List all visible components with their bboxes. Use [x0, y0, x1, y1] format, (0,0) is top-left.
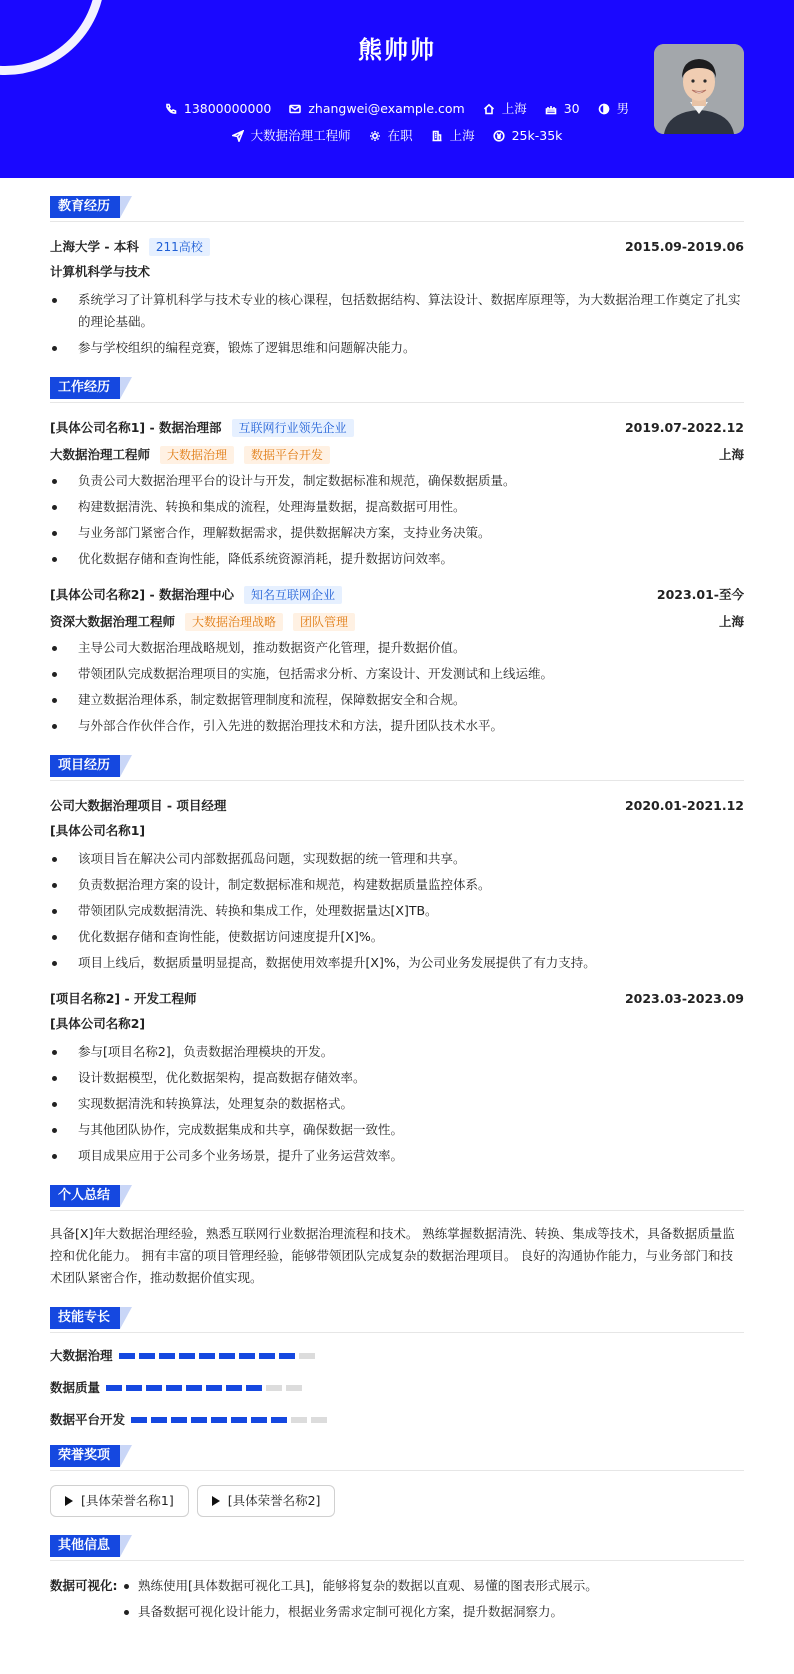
avatar-portrait-icon — [654, 44, 744, 134]
role-tag: 大数据治理 — [160, 446, 234, 464]
play-triangle-icon — [65, 1496, 73, 1506]
work-date: 2023.01-至今 — [656, 586, 744, 602]
summary-text: 具备[X]年大数据治理经验，熟悉互联网行业数据治理流程和技术。 熟练掌握数据清洗、转换、集成等技术，具备数据质量监控和优化能力。 拥有丰富的项目管理经验，能够带领团队完成复杂的数据治理项目。 良好的沟通协作能力，与业务部门和技术团队紧密合作，推动数据价值实现。 — [50, 1226, 735, 1285]
company-name: [具体公司名称2] - 数据治理中心 — [50, 586, 235, 602]
skill-segment-filled — [106, 1385, 122, 1391]
project-name: 公司大数据治理项目 - 项目经理 — [50, 797, 227, 813]
home-icon — [483, 103, 495, 115]
job-role: 资深大数据治理工程师 — [50, 613, 176, 629]
section-title: 教育经历 — [50, 196, 120, 218]
role-tag: 大数据治理战略 — [185, 613, 283, 631]
section-title: 荣誉奖项 — [50, 1445, 120, 1467]
education-date: 2015.09-2019.06 — [624, 238, 744, 254]
list-item: 优化数据存储和查询性能，使数据访问速度提升[X]%。 — [50, 926, 744, 948]
skill-segment-empty — [266, 1385, 282, 1391]
role-tag: 团队管理 — [293, 613, 355, 631]
section-title: 项目经历 — [50, 755, 120, 777]
gear-icon — [369, 130, 381, 142]
list-item: 设计数据模型，优化数据架构，提高数据存储效率。 — [50, 1067, 744, 1089]
section-header — [50, 1185, 744, 1211]
skill-segment-filled — [259, 1353, 275, 1359]
work-item — [50, 417, 744, 570]
skill-segment-filled — [126, 1385, 142, 1391]
email-info: zhangwei@example.com — [289, 100, 464, 119]
status-info: 在职 — [369, 127, 413, 146]
list-item: 具备数据可视化设计能力，根据业务需求定制可视化方案，提升数据洞察力。 — [122, 1601, 598, 1623]
awards-list — [50, 1485, 744, 1517]
project-date: 2023.03-2023.09 — [624, 990, 744, 1006]
work-bullets — [50, 637, 744, 737]
skill-segment-filled — [251, 1417, 267, 1423]
skill-segment-filled — [159, 1353, 175, 1359]
cake-icon — [545, 103, 557, 115]
list-item: 项目成果应用于公司多个业务场景，提升了业务运营效率。 — [50, 1145, 744, 1167]
award-badge[interactable] — [50, 1485, 189, 1517]
list-item: 该项目旨在解决公司内部数据孤岛问题，实现数据的统一管理和共享。 — [50, 848, 744, 870]
major: 计算机科学与技术 — [50, 264, 151, 279]
skill-level-bar — [131, 1417, 331, 1423]
candidate-name: 熊帅帅 — [358, 36, 436, 64]
awards-section — [50, 1445, 744, 1517]
company-tag: 知名互联网企业 — [244, 586, 342, 604]
skills-section — [50, 1307, 744, 1441]
list-item: 负责数据治理方案的设计，制定数据标准和规范，构建数据质量监控体系。 — [50, 874, 744, 896]
list-item: 主导公司大数据治理战略规划，推动数据资产化管理，提升数据价值。 — [50, 637, 744, 659]
list-item: 带领团队完成数据治理项目的实施，包括需求分析、方案设计、开发测试和上线运维。 — [50, 663, 744, 685]
project-name: [项目名称2] - 开发工程师 — [50, 990, 197, 1006]
skill-item — [50, 1409, 400, 1431]
role-tag: 数据平台开发 — [244, 446, 330, 464]
education-bullets — [50, 289, 744, 359]
salary-info: 25k-35k — [493, 127, 563, 146]
skill-segment-filled — [246, 1385, 262, 1391]
project-item — [50, 988, 744, 1167]
summary-section — [50, 1185, 744, 1289]
work-date: 2019.07-2022.12 — [624, 419, 744, 435]
other-label: 数据可视化: — [50, 1578, 118, 1593]
skill-name: 数据质量 — [50, 1379, 101, 1395]
section-title: 其他信息 — [50, 1535, 120, 1557]
skill-segment-filled — [179, 1353, 195, 1359]
skill-segment-filled — [219, 1353, 235, 1359]
job-role: 大数据治理工程师 — [50, 446, 151, 462]
list-item: 优化数据存储和查询性能，降低系统资源消耗，提升数据访问效率。 — [50, 548, 744, 570]
section-header — [50, 1535, 744, 1561]
section-header — [50, 755, 744, 781]
project-section — [50, 755, 744, 1167]
skills-list — [50, 1345, 744, 1441]
work-city: 上海 — [718, 446, 744, 462]
section-header — [50, 1307, 744, 1333]
skill-segment-filled — [239, 1353, 255, 1359]
list-item: 与外部合作伙伴合作，引入先进的数据治理技术和方法，提升团队技术水平。 — [50, 715, 744, 737]
skill-segment-filled — [191, 1417, 207, 1423]
skill-segment-filled — [211, 1417, 227, 1423]
list-item: 与其他团队协作，完成数据集成和共享，确保数据一致性。 — [50, 1119, 744, 1141]
list-item: 项目上线后，数据质量明显提高，数据使用效率提升[X]%，为公司业务发展提供了有力支持。 — [50, 952, 744, 974]
city-info: 上海 — [431, 127, 475, 146]
phone-info: 13800000000 — [165, 100, 271, 119]
project-company: [具体公司名称2] — [50, 1016, 146, 1031]
resume-content — [0, 196, 794, 1627]
mail-icon — [289, 103, 301, 115]
skill-segment-filled — [199, 1353, 215, 1359]
work-bullets — [50, 470, 744, 570]
skill-segment-filled — [186, 1385, 202, 1391]
other-info — [50, 1571, 744, 1627]
list-item: 熟练使用[具体数据可视化工具]，能够将复杂的数据以直观、易懂的图表形式展示。 — [122, 1575, 598, 1597]
education-item — [50, 236, 744, 359]
send-icon — [232, 130, 244, 142]
list-item: 负责公司大数据治理平台的设计与开发，制定数据标准和规范，确保数据质量。 — [50, 470, 744, 492]
skill-segment-filled — [231, 1417, 247, 1423]
skill-segment-filled — [166, 1385, 182, 1391]
list-item: 与业务部门紧密合作，理解数据需求，提供数据解决方案，支持业务决策。 — [50, 522, 744, 544]
list-item: 实现数据清洗和转换算法，处理复杂的数据格式。 — [50, 1093, 744, 1115]
skill-segment-empty — [299, 1353, 315, 1359]
skill-level-bar — [106, 1385, 306, 1391]
award-badge[interactable] — [197, 1485, 336, 1517]
project-item — [50, 795, 744, 974]
location-info: 上海 — [483, 100, 527, 119]
job-info: 大数据治理工程师 — [232, 127, 351, 146]
skill-name: 大数据治理 — [50, 1347, 113, 1363]
work-item — [50, 584, 744, 737]
education-section — [50, 196, 744, 359]
phone-icon — [165, 103, 177, 115]
play-triangle-icon — [212, 1496, 220, 1506]
project-company: [具体公司名称1] — [50, 823, 146, 838]
skill-segment-filled — [131, 1417, 147, 1423]
section-title: 技能专长 — [50, 1307, 120, 1329]
other-bullets — [122, 1575, 598, 1627]
list-item: 构建数据清洗、转换和集成的流程，处理海量数据，提高数据可用性。 — [50, 496, 744, 518]
gender-info: 男 — [598, 100, 630, 119]
list-item: 系统学习了计算机科学与技术专业的核心课程，包括数据结构、算法设计、数据库原理等，为大数据治理工作奠定了扎实的理论基础。 — [50, 289, 744, 333]
resume-header — [0, 0, 794, 178]
gender-icon — [598, 103, 610, 115]
other-section — [50, 1535, 744, 1627]
skill-segment-filled — [151, 1417, 167, 1423]
list-item: 参与[项目名称2]，负责数据治理模块的开发。 — [50, 1041, 744, 1063]
skill-name: 数据平台开发 — [50, 1411, 126, 1427]
list-item: 参与学校组织的编程竞赛，锻炼了逻辑思维和问题解决能力。 — [50, 337, 744, 359]
company-tag: 互联网行业领先企业 — [232, 419, 354, 437]
work-section — [50, 377, 744, 737]
school-tag: 211高校 — [149, 238, 210, 256]
award-label: [具体荣誉名称2] — [227, 1492, 321, 1508]
school-name: 上海大学 - 本科 — [50, 238, 139, 254]
section-header — [50, 1445, 744, 1471]
skill-segment-filled — [206, 1385, 222, 1391]
skill-segment-filled — [139, 1353, 155, 1359]
award-label: [具体荣誉名称1] — [81, 1492, 174, 1508]
project-bullets — [50, 1041, 744, 1167]
list-item: 建立数据治理体系，制定数据管理制度和流程，保障数据安全和合规。 — [50, 689, 744, 711]
age-info: 30 — [545, 100, 580, 119]
skill-segment-filled — [119, 1353, 135, 1359]
skill-item — [50, 1345, 400, 1367]
project-bullets — [50, 848, 744, 974]
section-header — [50, 196, 744, 222]
section-title: 个人总结 — [50, 1185, 120, 1207]
section-header — [50, 377, 744, 403]
skill-segment-empty — [286, 1385, 302, 1391]
list-item: 带领团队完成数据清洗、转换和集成工作，处理数据量达[X]TB。 — [50, 900, 744, 922]
money-icon — [493, 130, 505, 142]
company-name: [具体公司名称1] - 数据治理部 — [50, 419, 222, 435]
skill-segment-filled — [146, 1385, 162, 1391]
avatar — [654, 44, 744, 134]
skill-item — [50, 1377, 400, 1399]
skill-segment-filled — [226, 1385, 242, 1391]
skill-segment-filled — [279, 1353, 295, 1359]
skill-segment-filled — [271, 1417, 287, 1423]
skill-level-bar — [119, 1353, 319, 1359]
section-title: 工作经历 — [50, 377, 120, 399]
skill-segment-filled — [171, 1417, 187, 1423]
project-date: 2020.01-2021.12 — [624, 797, 744, 813]
building-icon — [431, 130, 443, 142]
skill-segment-empty — [311, 1417, 327, 1423]
work-city: 上海 — [718, 613, 744, 629]
skill-segment-empty — [291, 1417, 307, 1423]
